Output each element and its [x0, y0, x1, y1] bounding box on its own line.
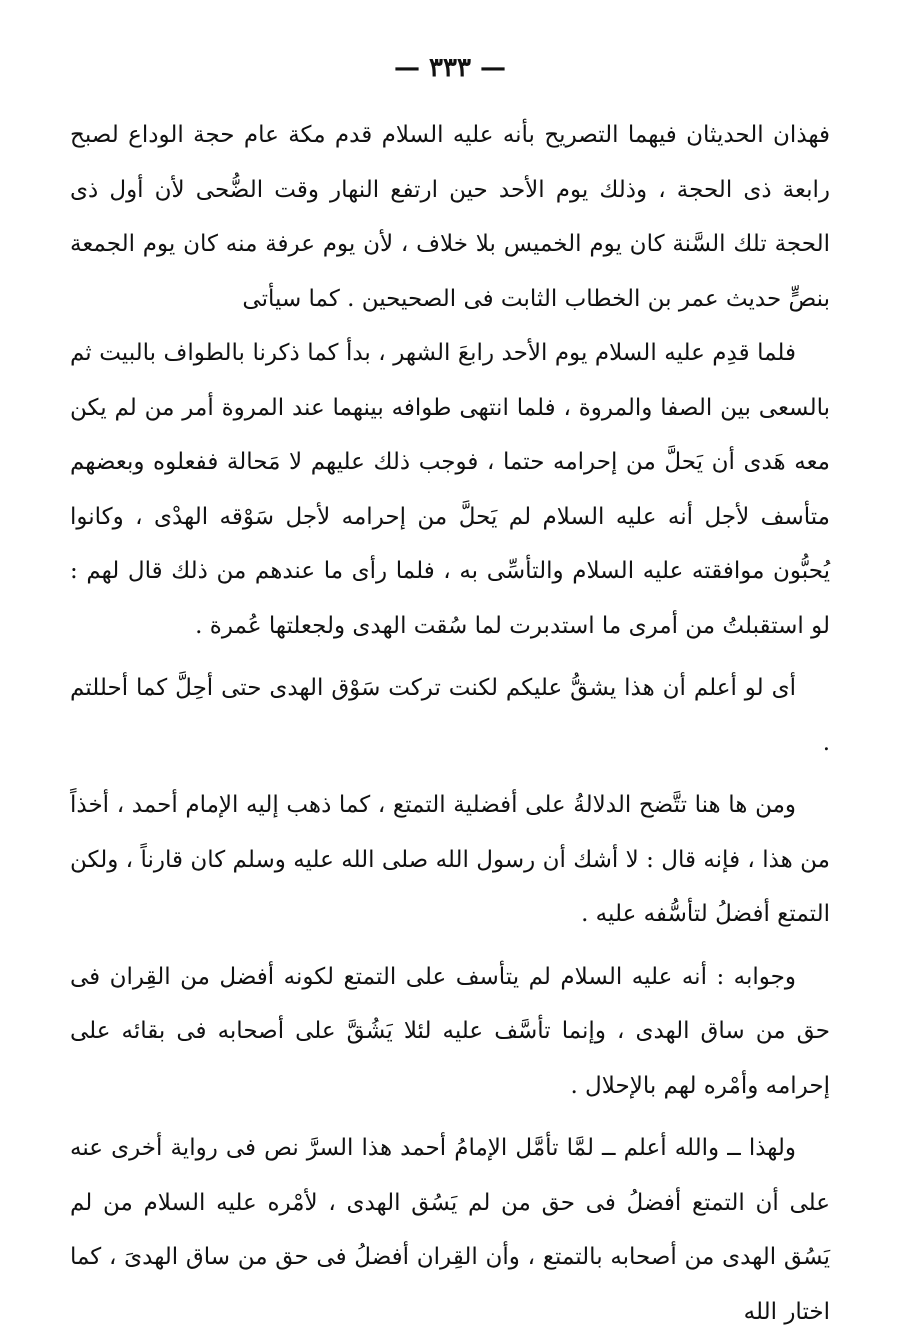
- paragraph-5: وجوابه : أنه عليه السلام لم يتأسف على التمتع لكونه أفضل من القِران فى حق من ساق الهدى ، وإنما تأسَّف عليه لئلا يَشُقَّ على أصحابه فى بقائه على إحرامه وأمْره لهم بالإحلال .: [70, 963, 830, 1099]
- paragraph-2: فلما قدِم عليه السلام يوم الأحد رابعَ الشهر ، بدأ كما ذكرنا بالطواف بالبيت ثم بالسعى بين الصفا والمروة ، فلما انتهى طوافه بينهما عند المروة أمر من لم يكن معه هَدى أن يَحلَّ من إحرامه حتما ، فوجب ذلك عليهم لا مَحالة ففعلوه وبعضهم متأسف لأجل أنه عليه السلام لم يَحلَّ من إحرامه لأجل سَوْقه الهدْى ، وكانوا يُحبُّون موافقته عليه السلام والتأسِّى به ، فلما رأى ما عندهم من ذلك قال لهم : لو استقبلتُ من أمرى ما استدبرت لما سُقت الهدى ولجعلتها عُمرة .: [70, 340, 830, 639]
- paragraph-3: أى لو أعلم أن هذا يشقُّ عليكم لكنت تركت سَوْق الهدى حتى أحِلَّ كما أحللتم .: [70, 675, 830, 756]
- paragraph-6: ولهذا ــ والله أعلم ــ لمَّا تأمَّل الإمامُ أحمد هذا السرَّ نص فى رواية أخرى عنه على أن التمتع أفضلُ فى حق من لم يَسُق الهدى ، لأمْره عليه السلام من لم يَسُق الهدى من أصحابه بالتمتع ، وأن القِران أفضلُ فى حق من ساق الهدىَ ، كما اختار الله: [70, 1135, 830, 1325]
- paragraph-1: فهذان الحديثان فيهما التصريح بأنه عليه السلام قدم مكة عام حجة الوداع لصبح رابعة ذى الحجة ، وذلك يوم الأحد حين ارتفع النهار وقت الضُّحى لأن أول ذى الحجة تلك السَّنة كان يوم الخميس بلا خلاف ، لأن يوم عرفة منه كان يوم الجمعة بنصٍّ حديث عمر بن الخطاب الثابت فى الصحيحين . كما سيأتى: [70, 122, 830, 312]
- document-page: [70, 0, 830, 1325]
- body-text: [70, 108, 830, 1339]
- paragraph-4: ومن ها هنا تتَّضح الدلالةُ على أفضلية التمتع ، كما ذهب إليه الإمام أحمد ، أخذاً من هذا ، فإنه قال : لا أشك أن رسول الله صلى الله عليه وسلم كان قارناً ، ولكن التمتع أفضلُ لتأسُّفه عليه .: [70, 792, 830, 927]
- page-number: — ٣٣٣ —: [393, 53, 507, 83]
